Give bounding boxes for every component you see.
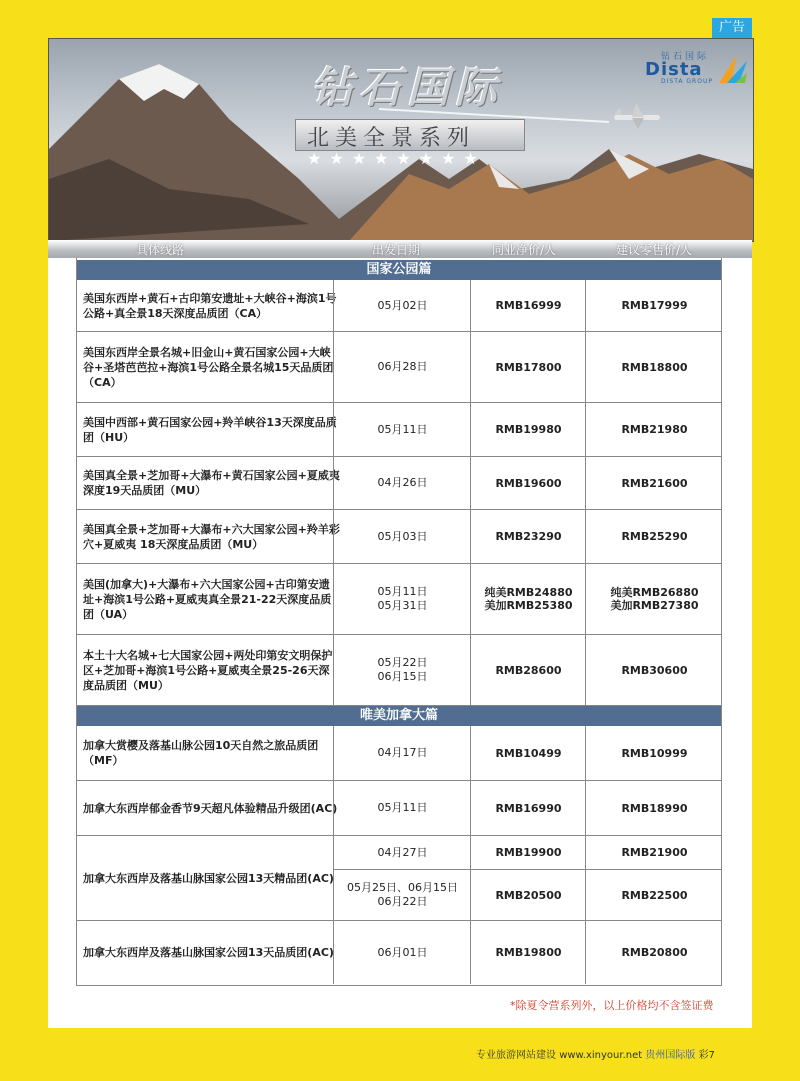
peer-price-cell: RMB19980 xyxy=(470,403,586,456)
date-cell xyxy=(333,870,471,920)
peer-price-cell: RMB10499 xyxy=(470,726,586,780)
retail-price-cell: RMB20800 xyxy=(585,921,723,984)
table-header xyxy=(48,240,752,258)
footer-edition: 贵州国际版 xyxy=(645,1050,696,1061)
retail-price-cell: RMB21980 xyxy=(585,403,723,456)
footer xyxy=(476,1046,715,1061)
route-cell: 美国东西岸全景名城+旧金山+黄石国家公园+大峡谷+圣塔芭芭拉+海滨1号公路全景名城15天品质团（CA） xyxy=(83,345,334,389)
route-cell: 加拿大东西岸及落基山脉国家公园13天品质团(AC) xyxy=(83,946,334,959)
price-line: 美加RMB27380 xyxy=(610,599,699,612)
peer-price-cell: RMB28600 xyxy=(470,635,586,705)
peer-price-cell xyxy=(470,564,586,634)
table-row xyxy=(76,836,722,921)
table-row xyxy=(76,564,722,635)
logo-chinese: 钻石国际 xyxy=(661,52,710,62)
route-cell: 美国真全景+芝加哥+大瀑布+六大国家公园+羚羊彩穴+夏威夷 18天深度品质团（MU） xyxy=(83,522,340,551)
retail-price-cell: RMB18800 xyxy=(585,332,723,402)
date-cell: 05月11日 xyxy=(333,403,471,456)
date-cell xyxy=(333,564,471,634)
ad-tag: 广告 xyxy=(712,18,752,38)
date-cell: 04月26日 xyxy=(333,457,471,509)
peer-price-cell: RMB19600 xyxy=(470,457,586,509)
date-cell: 06月28日 xyxy=(333,332,471,402)
header-route: 具体线路 xyxy=(136,243,185,257)
retail-price-cell: RMB10999 xyxy=(585,726,723,780)
table-row xyxy=(76,280,722,332)
route-cell: 美国中西部+黄石国家公园+羚羊峡谷13天深度品质团（HU） xyxy=(83,415,337,444)
table-bottom-border xyxy=(76,985,722,986)
date-line: 05月22日 xyxy=(377,656,428,669)
route-cell: 美国东西岸+黄石+古印第安遗址+大峡谷+海滨1号公路+真全景18天深度品质团（CA） xyxy=(83,291,337,320)
price-line: 美加RMB25380 xyxy=(484,599,573,612)
retail-price-cell: RMB22500 xyxy=(585,870,723,920)
section-canada: 唯美加拿大篇 xyxy=(76,706,722,726)
date-cell: 04月17日 xyxy=(333,726,471,780)
date-cell xyxy=(333,635,471,705)
route-cell: 加拿大东西岸及落基山脉国家公园13天精品团(AC) xyxy=(83,871,334,885)
date-cell: 05月11日 xyxy=(333,781,471,835)
route-cell: 美国(加拿大)+大瀑布+六大国家公园+古印第安遗址+海滨1号公路+夏威夷真全景21-22天深度品质团（UA） xyxy=(83,577,332,621)
table-row xyxy=(76,457,722,510)
peer-price-cell: RMB16999 xyxy=(470,280,586,331)
price-line: 纯美RMB26880 xyxy=(610,586,699,599)
table-row xyxy=(76,921,722,984)
sub-row xyxy=(333,870,722,920)
peer-price-cell: RMB16990 xyxy=(470,781,586,835)
retail-price-cell: RMB21600 xyxy=(585,457,723,509)
page-number: 彩7 xyxy=(698,1050,715,1061)
peer-price-cell: RMB19900 xyxy=(470,836,586,869)
retail-price-cell: RMB18990 xyxy=(585,781,723,835)
table-row xyxy=(76,781,722,836)
star-rating: ★★★★★★★★ xyxy=(307,149,486,168)
footer-text: 专业旅游网站建设 xyxy=(476,1050,556,1061)
date-cell: 05月02日 xyxy=(333,280,471,331)
retail-price-cell: RMB21900 xyxy=(585,836,723,869)
retail-price-cell: RMB25290 xyxy=(585,510,723,563)
table-row xyxy=(76,332,722,403)
header-date: 出发日期 xyxy=(372,243,421,257)
date-cell: 04月27日 xyxy=(333,836,471,869)
peer-price-cell: RMB20500 xyxy=(470,870,586,920)
retail-price-cell xyxy=(585,564,723,634)
banner xyxy=(48,38,754,242)
logo-name: Dista xyxy=(645,59,703,80)
date-line: 06月22日 xyxy=(377,895,428,908)
peer-price-cell: RMB19800 xyxy=(470,921,586,984)
table-row xyxy=(76,635,722,706)
peer-price-cell: RMB17800 xyxy=(470,332,586,402)
brand-title: 钻石国际 xyxy=(311,63,504,112)
route-cell: 本土十大名城+七大国家公园+两处印第安文明保护区+芝加哥+海滨1号公路+夏威夷全景25-26天深度品质团（MU） xyxy=(83,648,333,692)
price-line: 纯美RMB24880 xyxy=(484,586,573,599)
section-national-parks: 国家公园篇 xyxy=(76,260,722,280)
logo-icon xyxy=(719,53,747,83)
brand-subtitle: 北美全景系列 xyxy=(307,126,476,151)
peer-price-cell: RMB23290 xyxy=(470,510,586,563)
footer-url[interactable]: www.xinyour.net xyxy=(559,1050,643,1061)
footnote: *除夏令营系列外，以上价格均不含签证费 xyxy=(510,999,714,1012)
route-cell: 美国真全景+芝加哥+大瀑布+黄石国家公园+夏威夷深度19天品质团（MU） xyxy=(83,469,340,497)
retail-price-cell: RMB17999 xyxy=(585,280,723,331)
header-peer: 同业净价/人 xyxy=(492,243,557,257)
route-cell: 加拿大东西岸郁金香节9天超凡体验精品升级团(AC) xyxy=(83,801,338,815)
date-cell: 06月01日 xyxy=(333,921,471,984)
date-line: 05月25日、06月15日 xyxy=(347,881,458,894)
route-cell: 加拿大赏樱及落基山脉公园10天自然之旅品质团（MF） xyxy=(83,739,319,767)
date-line: 06月15日 xyxy=(377,670,428,683)
table-row xyxy=(76,726,722,781)
date-line: 05月11日 xyxy=(377,585,428,598)
retail-price-cell: RMB30600 xyxy=(585,635,723,705)
date-line: 05月31日 xyxy=(377,599,428,612)
table-row xyxy=(76,510,722,564)
date-cell: 05月03日 xyxy=(333,510,471,563)
sub-row xyxy=(333,836,722,870)
table-row xyxy=(76,403,722,457)
header-retail: 建议零售价/人 xyxy=(616,243,693,257)
logo-group: DISTA GROUP xyxy=(661,78,713,85)
